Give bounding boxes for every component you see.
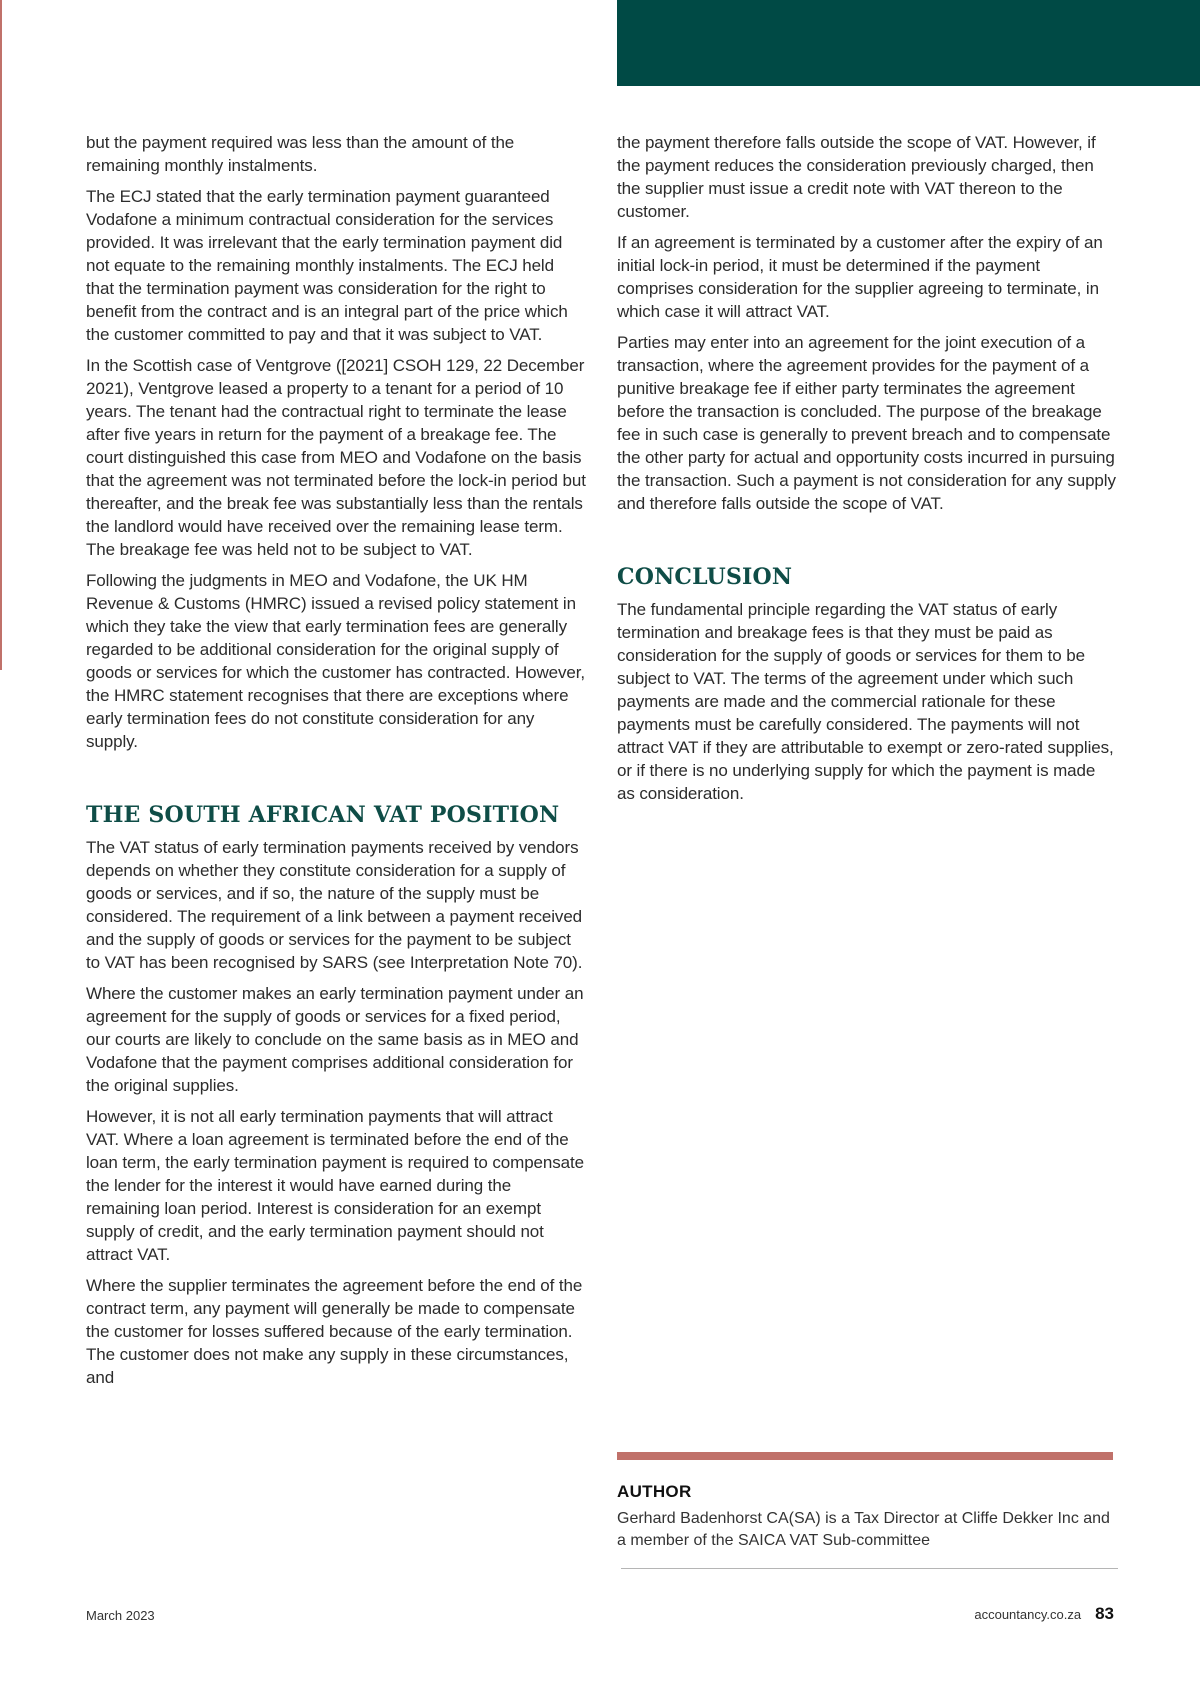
paragraph: the payment therefore falls outside the scope of VAT. However, if the payment reduces the consideration previously charged, then the supplier must issue a credit note with VAT thereon to the customer.: [617, 133, 1096, 221]
author-box: [617, 1452, 1117, 1552]
right-column: [617, 131, 1117, 813]
section-heading: THE SOUTH AFRICAN VAT POSITION: [86, 802, 560, 828]
paragraph: The fundamental principle regarding the VAT status of early termination and breakage fees is that they must be paid as consideration for the supply of goods or services for them to be subject to VAT. The terms of the agreement under which such payments are made and the commercial rationale for these payments must be carefully considered. The payments will not attract VAT if they are attributable to exempt or zero-rated supplies, or if there is no underlying supply for which the payment is made as consideration.: [617, 600, 1114, 803]
footer-site: accountancy.co.za: [974, 1607, 1082, 1622]
author-heading: AUTHOR: [617, 1482, 692, 1501]
paragraph: Where the customer makes an early termination payment under an agreement for the supply of goods or services for a fixed period, our courts are likely to conclude on the same basis as in MEO and Vodafone that the payment comprises additional consideration for the original supplies.: [86, 984, 584, 1095]
paragraph: Where the supplier terminates the agreement before the end of the contract term, any payment will generally be made to compensate the customer for losses suffered because of the early termination. The customer does not make any supply in these circumstances, and: [86, 1276, 583, 1387]
footer-date: March 2023: [86, 1608, 155, 1623]
paragraph: Following the judgments in MEO and Vodafone, the UK HM Revenue & Customs (HMRC) issued a revised policy statement in which they take the view that early termination fees are generally regarded to be additional consideration for the original supply of goods or services for which the customer has contracted. However, the HMRC statement recognises that there are exceptions where early termination fees do not constitute consideration for any supply.: [86, 571, 586, 751]
author-bio: Gerhard Badenhorst CA(SA) is a Tax Director at Cliffe Dekker Inc and a member of the SAICA VAT Sub-committee: [617, 1510, 1110, 1549]
paragraph: The VAT status of early termination payments received by vendors depends on whether they constitute consideration for a supply of goods or services, and if so, the nature of the supply must be considered. The requirement of a link between a payment received and the supply of goods or services for the payment to be subject to VAT has been recognised by SARS (see Interpretation Note 70).: [86, 838, 583, 972]
author-divider: [621, 1568, 1118, 1569]
author-accent-bar: [617, 1452, 1113, 1460]
paragraph: Parties may enter into an agreement for the joint execution of a transaction, where the agreement provides for the payment of a punitive breakage fee if either party terminates the agreement before the transaction is concluded. The purpose of the breakage fee in such case is generally to prevent breach and to compensate the other party for actual and opportunity costs incurred in pursuing the transaction. Such a payment is not consideration for any supply and therefore falls outside the scope of VAT.: [617, 333, 1116, 513]
paragraph: but the payment required was less than the amount of the remaining monthly instalments.: [86, 133, 515, 175]
paragraph: In the Scottish case of Ventgrove ([2021] CSOH 129, 22 December 2021), Ventgrove leased a property to a tenant for a period of 10 years. The tenant had the contractual right to terminate the lease after five years in return for the payment of a breakage fee. The court distinguished this case from MEO and Vodafone on the basis that the agreement was not terminated before the lock-in period but thereafter, and the break fee was substantially less than the rentals the landlord would have received over the remaining lease term. The breakage fee was held not to be subject to VAT.: [86, 356, 586, 559]
left-margin-rule: [0, 0, 2, 670]
footer-info: [974, 1604, 1114, 1624]
paragraph: If an agreement is terminated by a customer after the expiry of an initial lock-in period, it must be determined if the payment comprises consideration for the supplier agreeing to terminate, in which case it will attract VAT.: [617, 233, 1103, 321]
section-heading: CONCLUSION: [617, 564, 793, 590]
header-color-block: [617, 0, 1200, 86]
paragraph: However, it is not all early termination payments that will attract VAT. Where a loan agreement is terminated before the end of the loan term, the early termination payment is required to compensate the lender for the interest it would have earned during the remaining loan period. Interest is consideration for an exempt supply of credit, and the early termination payment should not attract VAT.: [86, 1107, 584, 1264]
left-column: [86, 131, 586, 1397]
page-number: 83: [1095, 1604, 1114, 1623]
paragraph: The ECJ stated that the early termination payment guaranteed Vodafone a minimum contractual consideration for the services provided. It was irrelevant that the early termination payment did not equate to the remaining monthly instalments. The ECJ held that the termination payment was consideration for the right to benefit from the contract and is an integral part of the price which the customer committed to pay and that it was subject to VAT.: [86, 187, 568, 344]
